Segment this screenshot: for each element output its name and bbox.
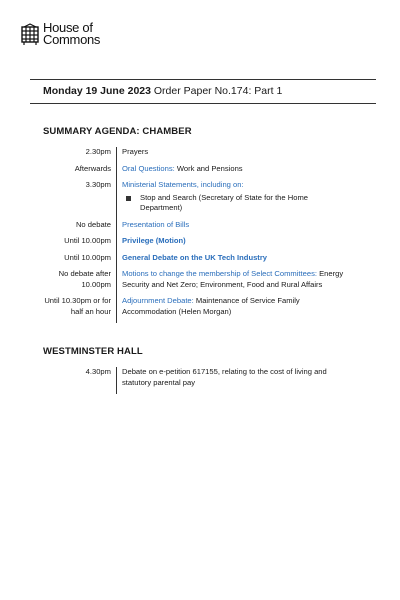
agenda-row: [30, 180, 380, 220]
agenda-time: 2.30pm: [85, 147, 111, 156]
statement-bullet-item: [122, 193, 352, 214]
agenda-time: No debate after 10.00pm: [58, 269, 111, 289]
agenda-item: [116, 367, 352, 394]
agenda-row: [30, 147, 380, 164]
adjournment-debate-link[interactable]: Adjournment Debate:: [122, 296, 194, 305]
agenda-row: [30, 164, 380, 181]
agenda-time: 3.30pm: [85, 180, 111, 189]
statement-bullet-text: Stop and Search (Secretary of State for the Home Department): [140, 192, 308, 212]
westminster-hall-title: WESTMINSTER HALL: [43, 346, 143, 357]
agenda-item: [116, 253, 352, 270]
agenda-item: [116, 164, 352, 181]
agenda-item-text: Energy Security and Net Zero; Environment, Food and Rural Affairs: [122, 269, 344, 289]
logo-line-1: House of: [43, 20, 93, 35]
order-paper-date: Monday 19 June 2023: [43, 85, 151, 97]
agenda-item-text: Work and Pensions: [174, 163, 243, 173]
portcullis-icon: [21, 23, 39, 45]
agenda-item: [116, 147, 352, 164]
order-paper-header: [43, 85, 282, 97]
agenda-time: Afterwards: [74, 163, 111, 173]
agenda-item: [116, 180, 352, 220]
privilege-motion-link[interactable]: Privilege (Motion): [122, 236, 186, 245]
agenda-time: Until 10.00pm: [64, 236, 111, 245]
agenda-item-text: Debate on e-petition 617155, relating to the cost of living and statutory parental pay: [122, 367, 327, 387]
general-debate-link[interactable]: General Debate on the UK Tech Industry: [122, 252, 268, 262]
agenda-time: Until 10.00pm: [64, 252, 111, 262]
header-rule-top: [30, 79, 376, 80]
agenda-time: 4.30pm: [85, 367, 111, 376]
agenda-row: [30, 296, 380, 323]
agenda-item: [116, 236, 352, 253]
agenda-row: [30, 269, 380, 296]
agenda-row: [30, 236, 380, 253]
house-of-commons-logo: [21, 22, 100, 46]
order-paper-number: Order Paper No.174: Part 1: [153, 85, 283, 97]
chamber-agenda: [30, 147, 380, 323]
agenda-time: No debate: [75, 219, 111, 229]
agenda-item: [116, 220, 352, 237]
agenda-row: [30, 253, 380, 270]
agenda-row: [30, 220, 380, 237]
oral-questions-link[interactable]: Oral Questions:: [122, 163, 175, 173]
agenda-item-text: Maintenance of Service Family Accommodation (Helen Morgan): [122, 296, 300, 316]
agenda-item: [116, 296, 352, 323]
chamber-section-title: SUMMARY AGENDA: CHAMBER: [43, 126, 192, 137]
westminster-hall-agenda: [30, 367, 380, 394]
agenda-row: [30, 367, 380, 394]
square-bullet-icon: [126, 196, 131, 201]
agenda-time: Until 10.30pm or for half an hour: [44, 296, 111, 316]
agenda-item: [116, 269, 352, 296]
logo-wordmark: [43, 22, 100, 46]
agenda-item-text: Prayers: [122, 147, 149, 156]
logo-line-2: Commons: [43, 32, 101, 47]
select-committees-link[interactable]: Motions to change the membership of Select Committees:: [122, 269, 317, 278]
presentation-of-bills-link[interactable]: Presentation of Bills: [122, 219, 190, 229]
ministerial-statements-link[interactable]: Ministerial Statements, including on:: [122, 180, 244, 189]
header-rule-bottom: [30, 103, 376, 104]
